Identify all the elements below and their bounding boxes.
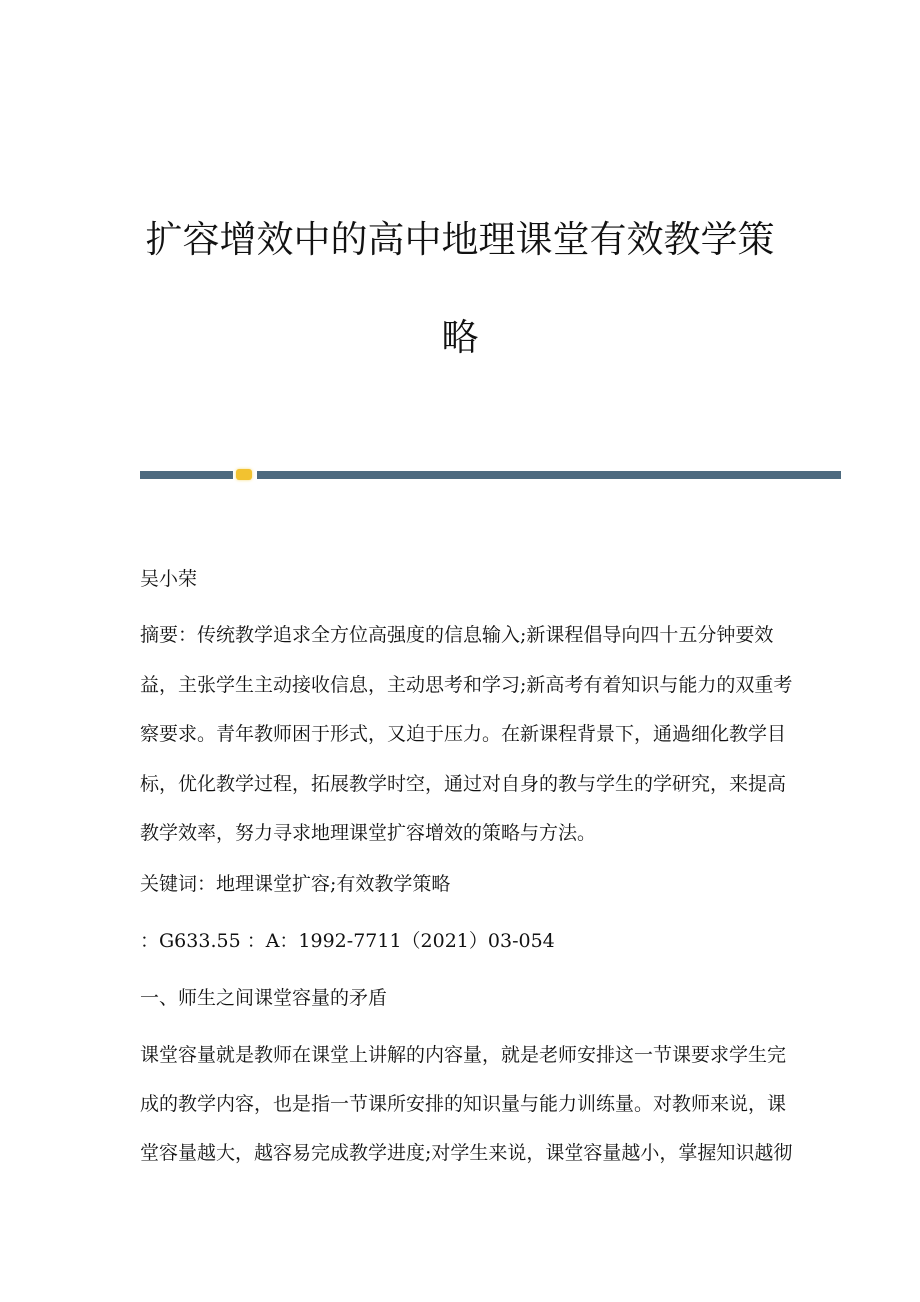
body-line: 成的教学内容，也是指一节课所安排的知识量与能力训练量。对教师来说，课: [140, 1093, 787, 1115]
abstract-line: 益，主张学生主动接收信息，主动思考和学习;新高考有着知识与能力的双重考: [140, 674, 793, 696]
document-title-line-2: 略: [441, 316, 479, 359]
body-line: 堂容量越大，越容易完成教学进度;对学生来说，课堂容量越小，掌握知识越彻: [140, 1142, 793, 1164]
keywords: 关键词：地理课堂扩容;有效教学策略: [140, 873, 451, 895]
body-line: 课堂容量就是教师在课堂上讲解的内容量，就是老师安排这一节课要求学生完: [140, 1044, 787, 1066]
abstract-line: 察要求。青年教师困于形式，又迫于压力。在新课程背景下，通過细化教学目: [140, 723, 787, 745]
divider-ornament-icon: [236, 469, 252, 480]
abstract-line: 摘要：传统教学追求全方位高强度的信息输入;新课程倡导向四十五分钟要效: [140, 624, 774, 646]
abstract-line: 教学效率，努力寻求地理课堂扩容增效的策略与方法。: [140, 822, 597, 844]
section-heading: 一、师生之间课堂容量的矛盾: [140, 987, 388, 1009]
title-divider-right: [257, 471, 841, 479]
abstract-line: 标，优化教学过程，拓展教学时空，通过对自身的教与学生的学研究，来提高: [140, 773, 787, 795]
document-title-line-1: 扩容增效中的高中地理课堂有效教学策: [145, 218, 775, 261]
classification-code: ：G633.55 ：A：1992-7711（2021）03-054: [140, 930, 555, 952]
author-name: 吴小荣: [140, 568, 198, 590]
title-divider-left: [140, 471, 233, 479]
